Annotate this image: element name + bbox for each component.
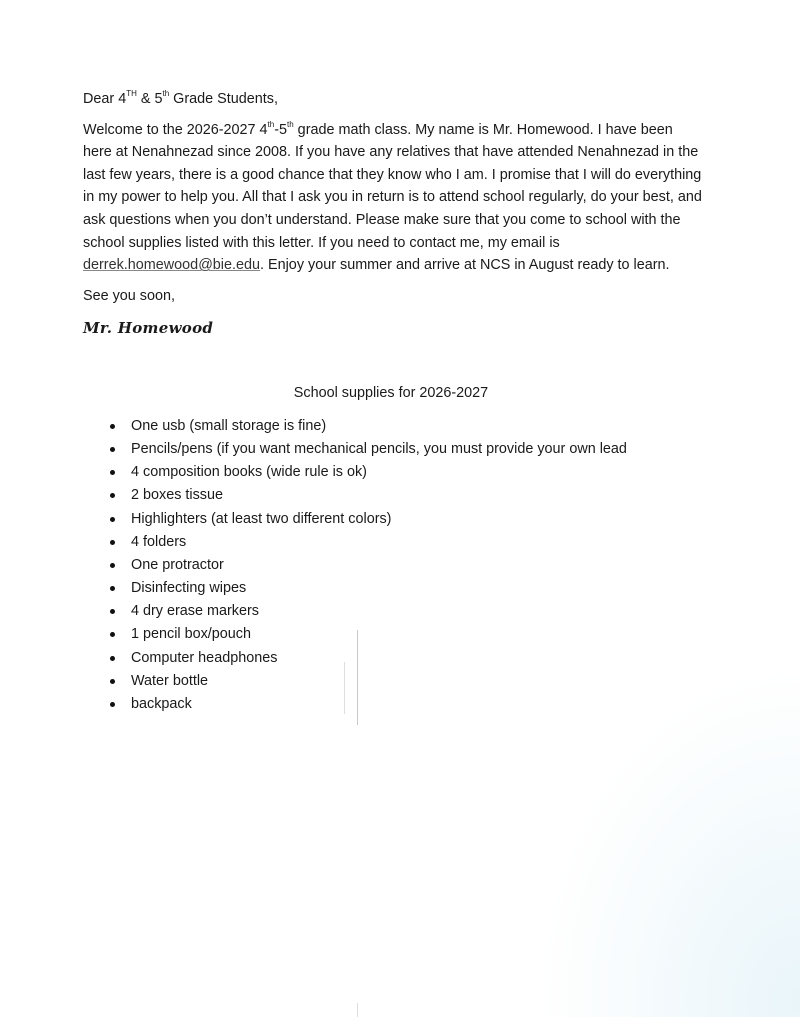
scan-artifact-line [344, 662, 345, 714]
list-item: backpack [131, 693, 627, 716]
list-item: One usb (small storage is fine) [131, 415, 627, 438]
closing: See you soon, [83, 287, 176, 304]
list-item: 1 pencil box/pouch [131, 623, 627, 646]
welcome-paragraph: Welcome to the 2026-2027 4th-5th grade math class. My name is Mr. Homewood. I have been here at Nenahnezad since 2008. If you have any relatives that have attended Nenahnezad in the last few years, there is a good chance that they know who I am. I promise that I will do everything in my power to help you. All that I ask you in return is to attend school regularly, do your best, and ask questions when you don’t understand. Please make sure that you come to school with the school supplies listed with this letter. If you need to contact me, my email is derrek.homewood@bie.edu. Enjoy your summer and arrive at NCS in August ready to learn. [83, 119, 702, 274]
list-item: Water bottle [131, 670, 627, 693]
list-item: 4 folders [131, 531, 627, 554]
greeting: Dear 4TH & 5th Grade Students, [83, 89, 278, 107]
list-item: 4 dry erase markers [131, 600, 627, 623]
scan-artifact-line [357, 1003, 358, 1017]
scan-artifact-line [357, 630, 358, 725]
letter-body [83, 88, 703, 340]
list-item: 4 composition books (wide rule is ok) [131, 461, 627, 484]
supplies-title: School supplies for 2026-2027 [293, 385, 489, 401]
list-item: 2 boxes tissue [131, 484, 627, 507]
list-item: Disinfecting wipes [131, 577, 627, 600]
list-item: One protractor [131, 554, 627, 577]
signature: Mr. Homewood [83, 319, 214, 338]
email-link[interactable]: derrek.homewood@bie.edu [83, 257, 261, 274]
list-item: Computer headphones [131, 647, 627, 670]
supplies-list [131, 415, 627, 716]
list-item: Pencils/pens (if you want mechanical pencils, you must provide your own lead [131, 438, 627, 461]
list-item: Highlighters (at least two different colors) [131, 508, 627, 531]
